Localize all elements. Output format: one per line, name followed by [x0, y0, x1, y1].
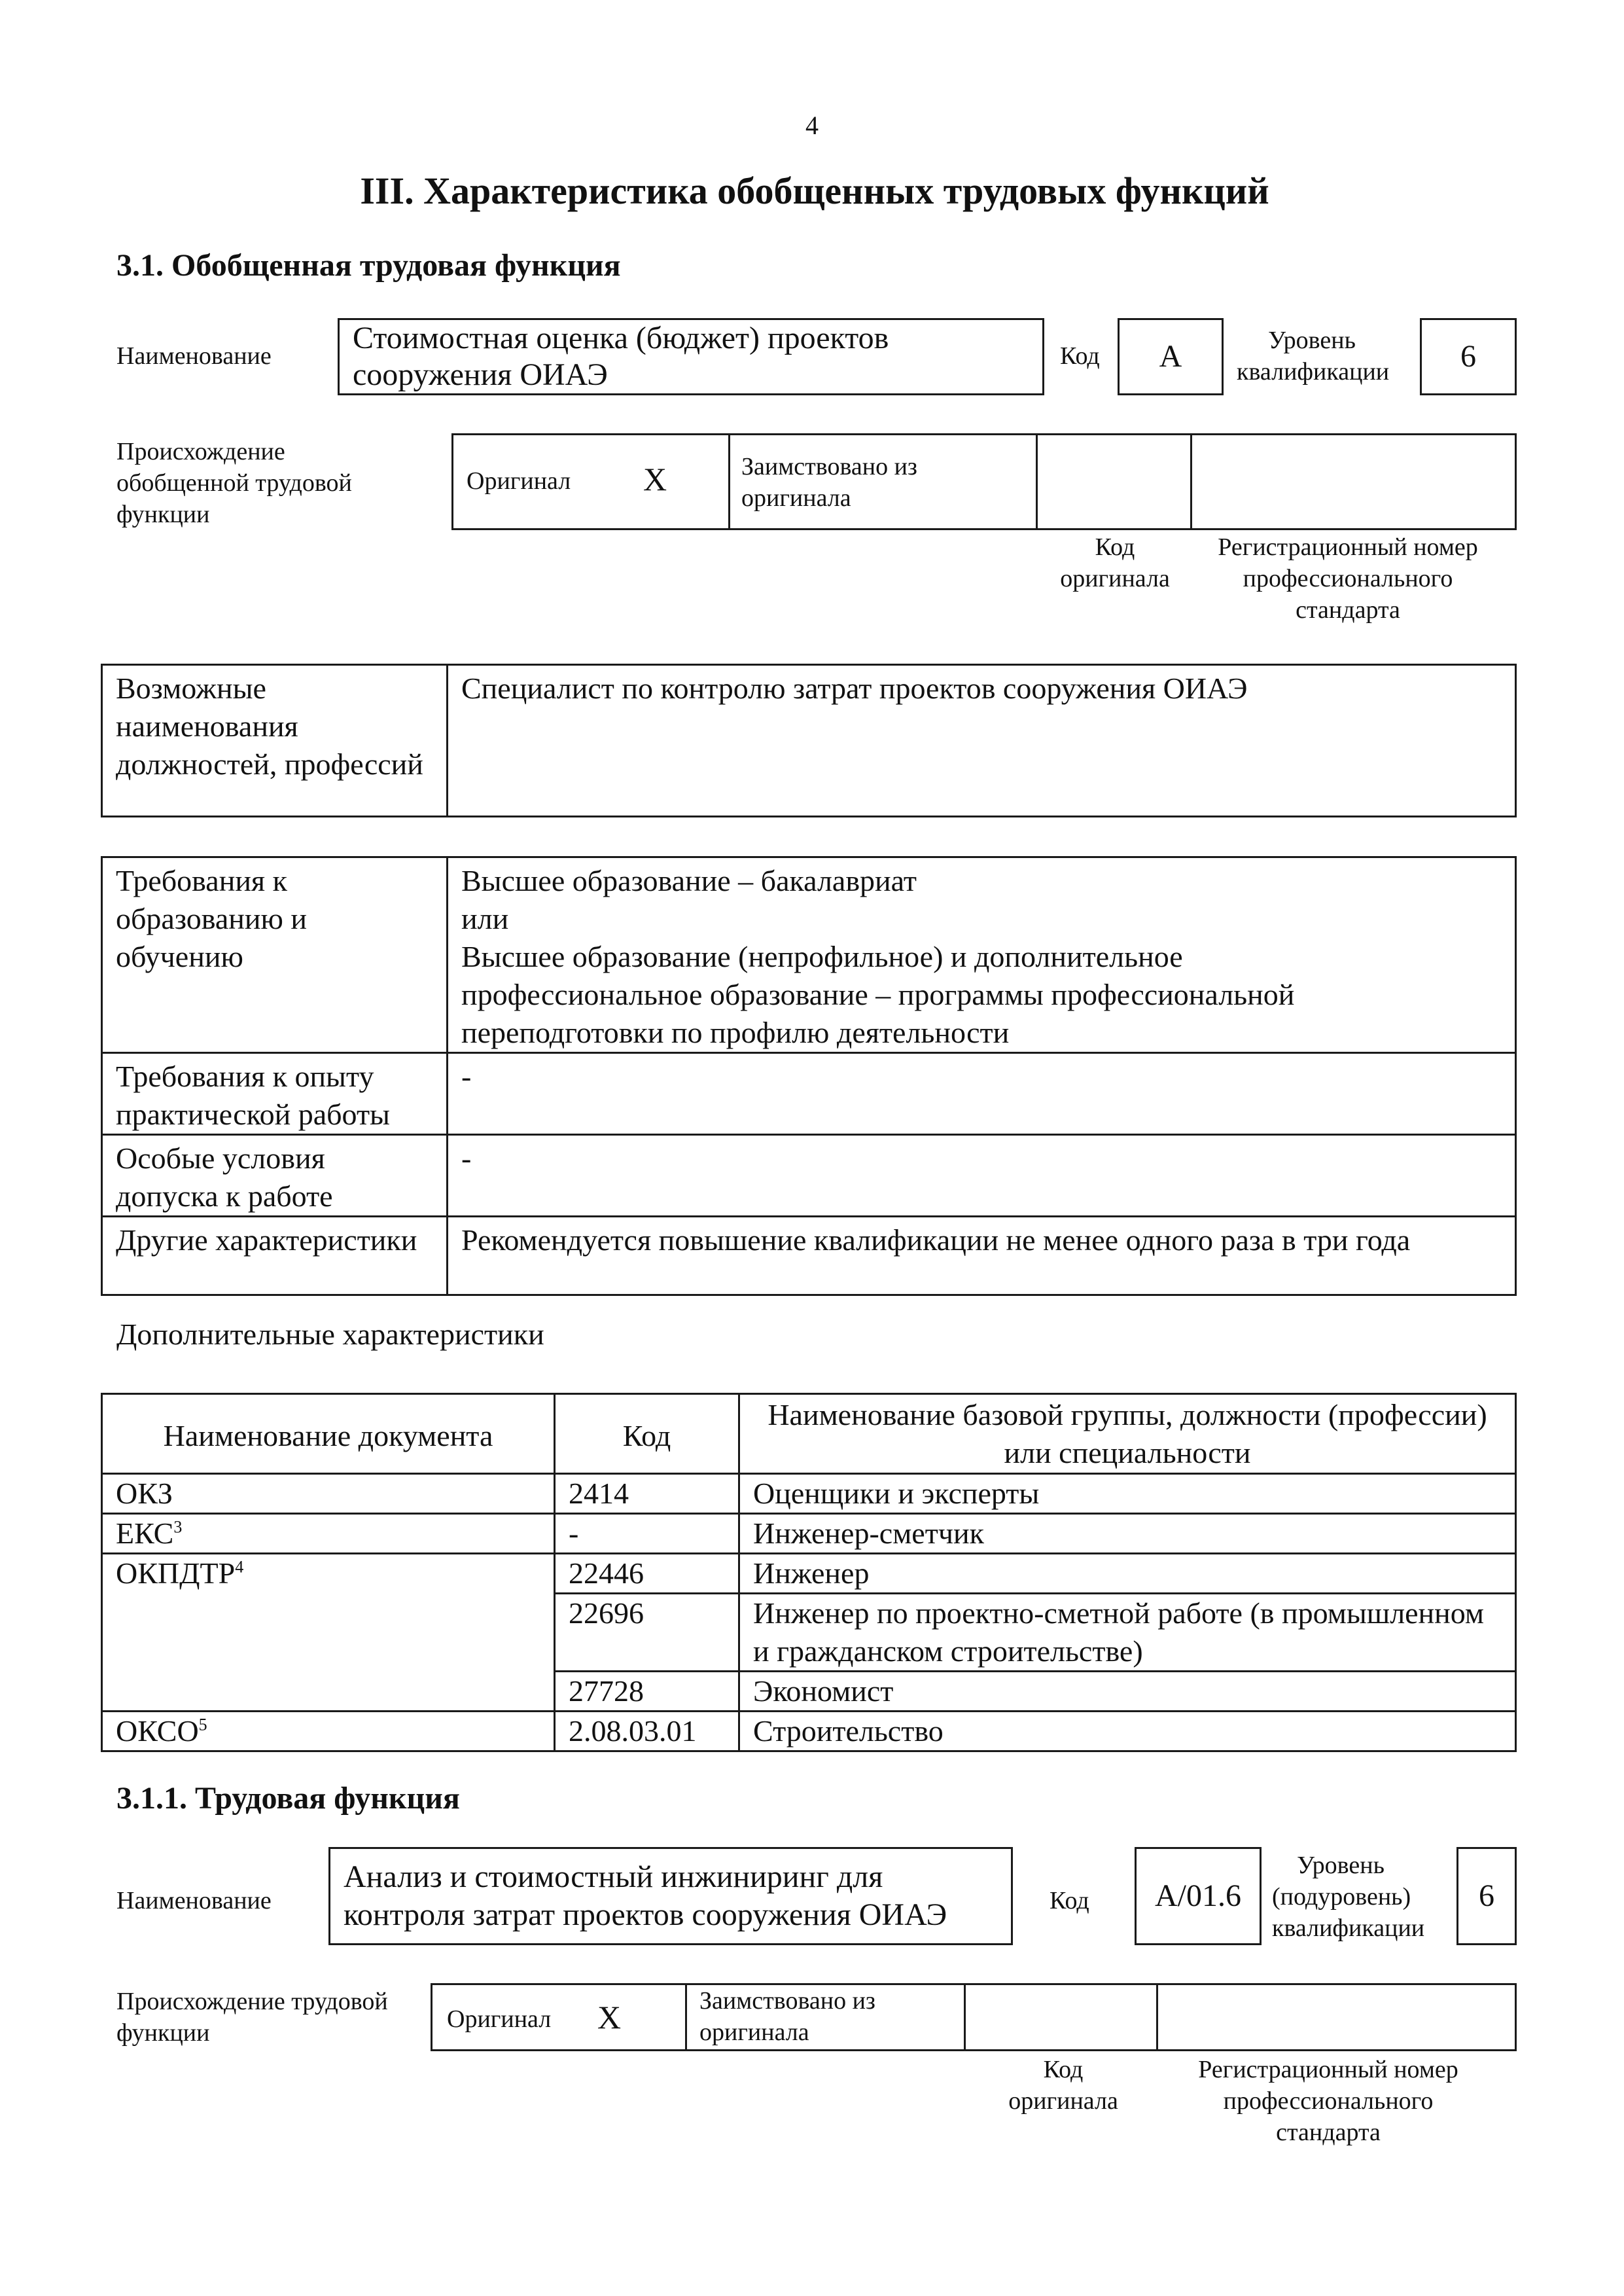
tf-reg-number-caption: Регистрационный номер профессионального стандарта — [1198, 2056, 1458, 2146]
extra-code: 2.08.03.01 — [569, 1714, 697, 1748]
extra-code: 22446 — [569, 1556, 644, 1590]
table-row — [102, 1217, 1516, 1295]
extra-doc: ОКПДТР$^4$ — [116, 1556, 244, 1590]
extra-doc: ОКСО$^5$ — [116, 1714, 207, 1748]
tf-borrowed-label: Заимствовано из оригинала — [699, 1987, 875, 2046]
section-title: III. Характеристика обобщенных трудовых функций — [360, 170, 1269, 212]
gtf-heading: 3.1. Обобщенная трудовая функция — [116, 248, 621, 283]
tf-level-value: 6 — [1479, 1878, 1494, 1913]
extra-code: 27728 — [569, 1674, 644, 1708]
req-line: или — [461, 902, 509, 935]
req-line: Высшее образование (непрофильное) и дополнительное — [461, 940, 1183, 973]
footnote-marker: 3 — [173, 1517, 183, 1537]
extra-name: Инженер — [753, 1556, 870, 1590]
extra-name: Строительство — [753, 1714, 944, 1748]
positions-table — [101, 664, 1517, 817]
gtf-level-value: 6 — [1460, 339, 1476, 374]
req-line: Высшее образование – бакалавриат — [461, 864, 917, 897]
tf-name-box — [328, 1847, 1013, 1945]
extra-col-code: Код — [622, 1418, 671, 1452]
gtf-code-value: А — [1159, 339, 1182, 374]
req-other-value: Рекомендуется повышение квалификации не менее одного раза в три года — [461, 1223, 1411, 1257]
gtf-name-value: Стоимостная оценка (бюджет) проектов сооружения ОИАЭ — [353, 321, 889, 392]
tf-level-label: Уровень (подуровень) квалификации — [1272, 1852, 1425, 1942]
tf-level-box — [1456, 1847, 1517, 1945]
table-row — [102, 1474, 1516, 1514]
tf-name-value: Анализ и стоимостный инжиниринг для контроля затрат проектов сооружения ОИАЭ — [344, 1859, 947, 1932]
positions-value-cell — [448, 665, 1516, 817]
page-number: 4 — [805, 111, 819, 140]
extra-doc: ЕКС$^3$ — [116, 1516, 183, 1550]
extra-col-doc: Наименование документа — [163, 1418, 493, 1452]
positions-label: Возможные наименования должностей, профессий — [116, 672, 423, 781]
tf-orig-code-caption: Код оригинала — [1008, 2056, 1118, 2115]
extra-table — [101, 1393, 1517, 1752]
footnote-marker: 5 — [198, 1715, 207, 1734]
tf-origin-label: Происхождение трудовой функции — [116, 1988, 388, 2047]
positions-label-cell — [102, 665, 448, 817]
table-row — [102, 1135, 1516, 1217]
tf-code-label: Код — [1050, 1887, 1089, 1914]
tf-origin-box — [431, 1983, 1517, 2051]
extra-code: - — [569, 1516, 579, 1550]
table-row — [102, 857, 1516, 1053]
tf-code-box — [1135, 1847, 1262, 1945]
gtf-reg-number-caption: Регистрационный номер профессионального стандарта — [1218, 533, 1478, 624]
req-line: профессиональное образование – программы профессиональной — [461, 978, 1295, 1011]
extra-name: Инженер-сметчик — [753, 1516, 984, 1550]
table-row — [102, 1712, 1516, 1751]
gtf-level-box — [1420, 318, 1517, 395]
tf-original-mark: Х — [597, 1999, 622, 2036]
tf-code-value: А/01.6 — [1155, 1878, 1241, 1913]
extra-col-name: Наименование базовой группы, должности (профессии) или специальности — [768, 1397, 1487, 1469]
tf-heading: 3.1.1. Трудовая функция — [116, 1781, 460, 1816]
req-conditions-value: - — [461, 1141, 472, 1175]
gtf-level-label: Уровень квалификации — [1237, 327, 1390, 386]
req-education-label: Требования к образованию и обучению — [116, 864, 307, 973]
req-conditions-label: Особые условия допуска к работе — [116, 1141, 333, 1213]
req-line: переподготовки по профилю деятельности — [461, 1016, 1010, 1049]
requirements-table — [101, 856, 1517, 1296]
table-row — [102, 1394, 1516, 1474]
gtf-origin-label: Происхождение обобщенной трудовой функции — [116, 438, 352, 528]
req-education-value — [448, 858, 1515, 1052]
gtf-name-label: Наименование — [116, 342, 272, 370]
table-row — [102, 1554, 1516, 1594]
gtf-code-label: Код — [1060, 342, 1100, 370]
gtf-code-box — [1118, 318, 1224, 395]
gtf-orig-code-caption: Код оригинала — [1060, 533, 1170, 592]
gtf-original-mark: Х — [643, 461, 667, 497]
extra-doc: ОКЗ — [116, 1477, 173, 1510]
footnote-marker: 4 — [235, 1557, 244, 1577]
gtf-borrowed-label: Заимствовано из оригинала — [741, 453, 917, 512]
extra-heading: Дополнительные характеристики — [116, 1318, 544, 1351]
tf-original-label: Оригинал — [447, 2005, 552, 2033]
gtf-original-label: Оригинал — [467, 467, 571, 495]
gtf-name-box — [338, 318, 1044, 395]
positions-value: Специалист по контролю затрат проектов сооружения ОИАЭ — [461, 672, 1248, 705]
table-row — [102, 1514, 1516, 1554]
req-other-label: Другие характеристики — [116, 1223, 417, 1257]
extra-code: 2414 — [569, 1477, 629, 1510]
req-experience-value: - — [461, 1060, 472, 1093]
extra-name: Оценщики и эксперты — [753, 1477, 1040, 1510]
req-experience-label: Требования к опыту практической работы — [116, 1060, 390, 1131]
extra-name: Инженер по проектно-сметной работе (в промышленном и гражданском строительстве) — [753, 1596, 1485, 1668]
tf-name-label: Наименование — [116, 1887, 272, 1914]
extra-code: 22696 — [569, 1596, 644, 1630]
gtf-origin-box — [451, 433, 1517, 530]
extra-name: Экономист — [753, 1674, 894, 1708]
table-row — [102, 1053, 1516, 1135]
